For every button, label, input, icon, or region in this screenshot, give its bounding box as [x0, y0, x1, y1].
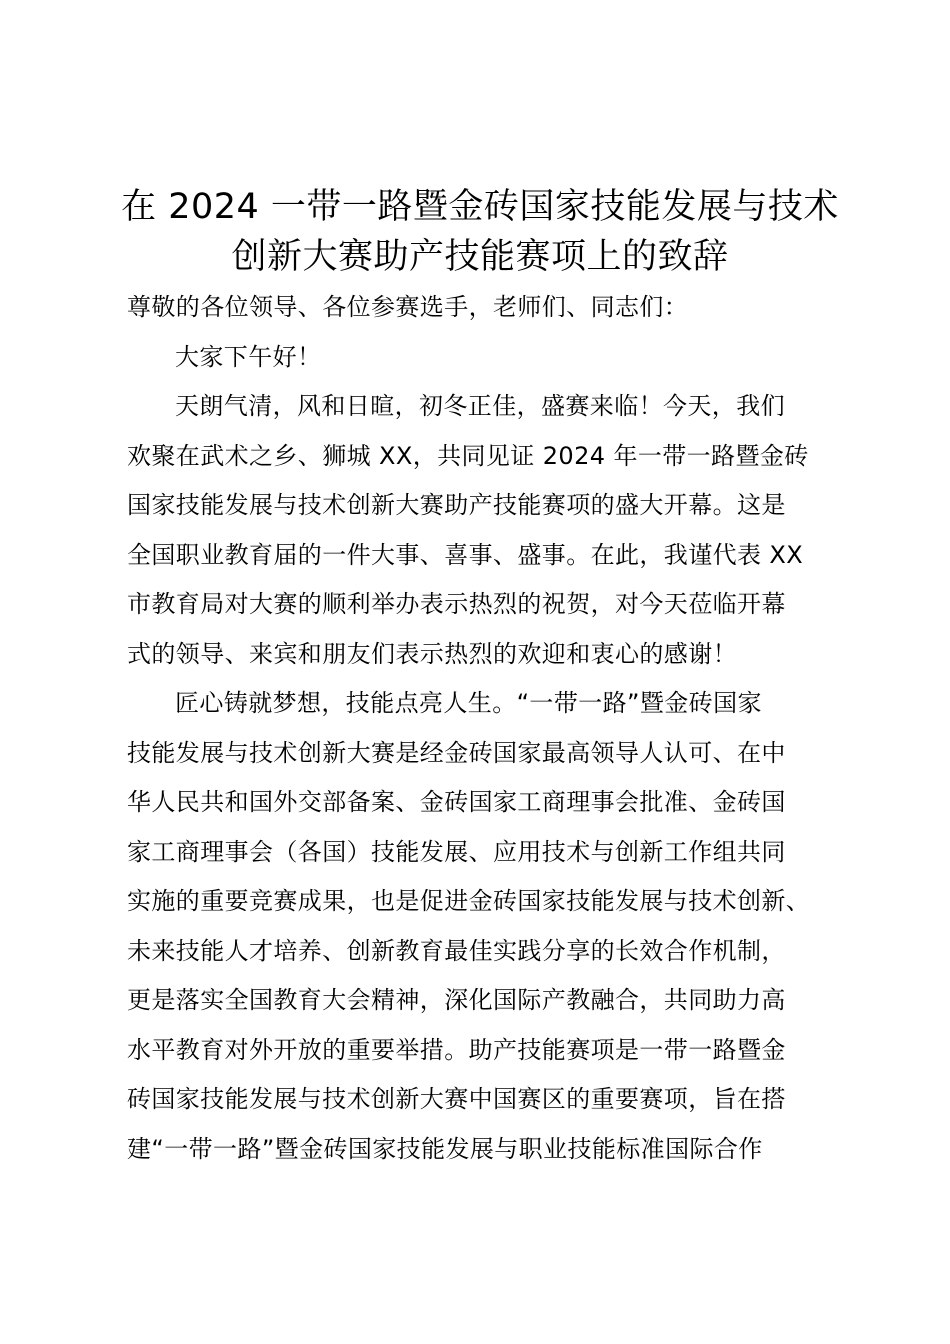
salutation: 尊敬的各位领导、各位参赛选手，老师们、同志们： — [127, 293, 689, 321]
paragraph-2-line: 更是落实全国教育大会精神，深化国际产教融合，共同助力高 — [127, 986, 786, 1014]
paragraph-1-line: 国家技能发展与技术创新大赛助产技能赛项的盛大开幕。这是 — [127, 491, 786, 519]
paragraph-2-line: 技能发展与技术创新大赛是经金砖国家最高领导人认可、在中 — [127, 739, 786, 767]
paragraph-2-line: 砖国家技能发展与技术创新大赛中国赛区的重要赛项，旨在搭 — [127, 1085, 786, 1113]
paragraph-2-line: 家工商理事会（各国）技能发展、应用技术与创新工作组共同 — [127, 838, 786, 866]
document-title-line-1: 在 2024 一带一路暨金砖国家技能发展与技术 — [121, 187, 839, 227]
paragraph-2-line: 未来技能人才培养、创新教育最佳实践分享的长效合作机制， — [127, 937, 786, 965]
paragraph-1-line: 天朗气清，风和日暄，初冬正佳，盛赛来临！今天，我们 — [175, 392, 785, 420]
paragraph-1-line: 欢聚在武术之乡、狮城 XX，共同见证 2024 年一带一路暨金砖 — [127, 442, 809, 470]
greeting: 大家下午好！ — [175, 343, 322, 371]
paragraph-1-line: 全国职业教育届的一件大事、喜事、盛事。在此，我谨代表 XX — [127, 541, 804, 569]
document-title-line-2: 创新大赛助产技能赛项上的致辞 — [231, 237, 729, 277]
paragraph-2-line: 华人民共和国外交部备案、金砖国家工商理事会批准、金砖国 — [127, 788, 786, 816]
paragraph-1-line: 市教育局对大赛的顺利举办表示热烈的祝贺，对今天莅临开幕 — [127, 590, 786, 618]
paragraph-1-line: 式的领导、来宾和朋友们表示热烈的欢迎和衷心的感谢！ — [127, 640, 737, 668]
paragraph-2-line: 建“一带一路”暨金砖国家技能发展与职业技能标准国际合作 — [127, 1135, 763, 1163]
paragraph-2-line: 水平教育对外开放的重要举措。助产技能赛项是一带一路暨金 — [127, 1036, 786, 1064]
paragraph-2-line: 匠心铸就梦想，技能点亮人生。“一带一路”暨金砖国家 — [175, 689, 762, 717]
paragraph-2-line: 实施的重要竞赛成果，也是促进金砖国家技能发展与技术创新、 — [127, 887, 811, 915]
